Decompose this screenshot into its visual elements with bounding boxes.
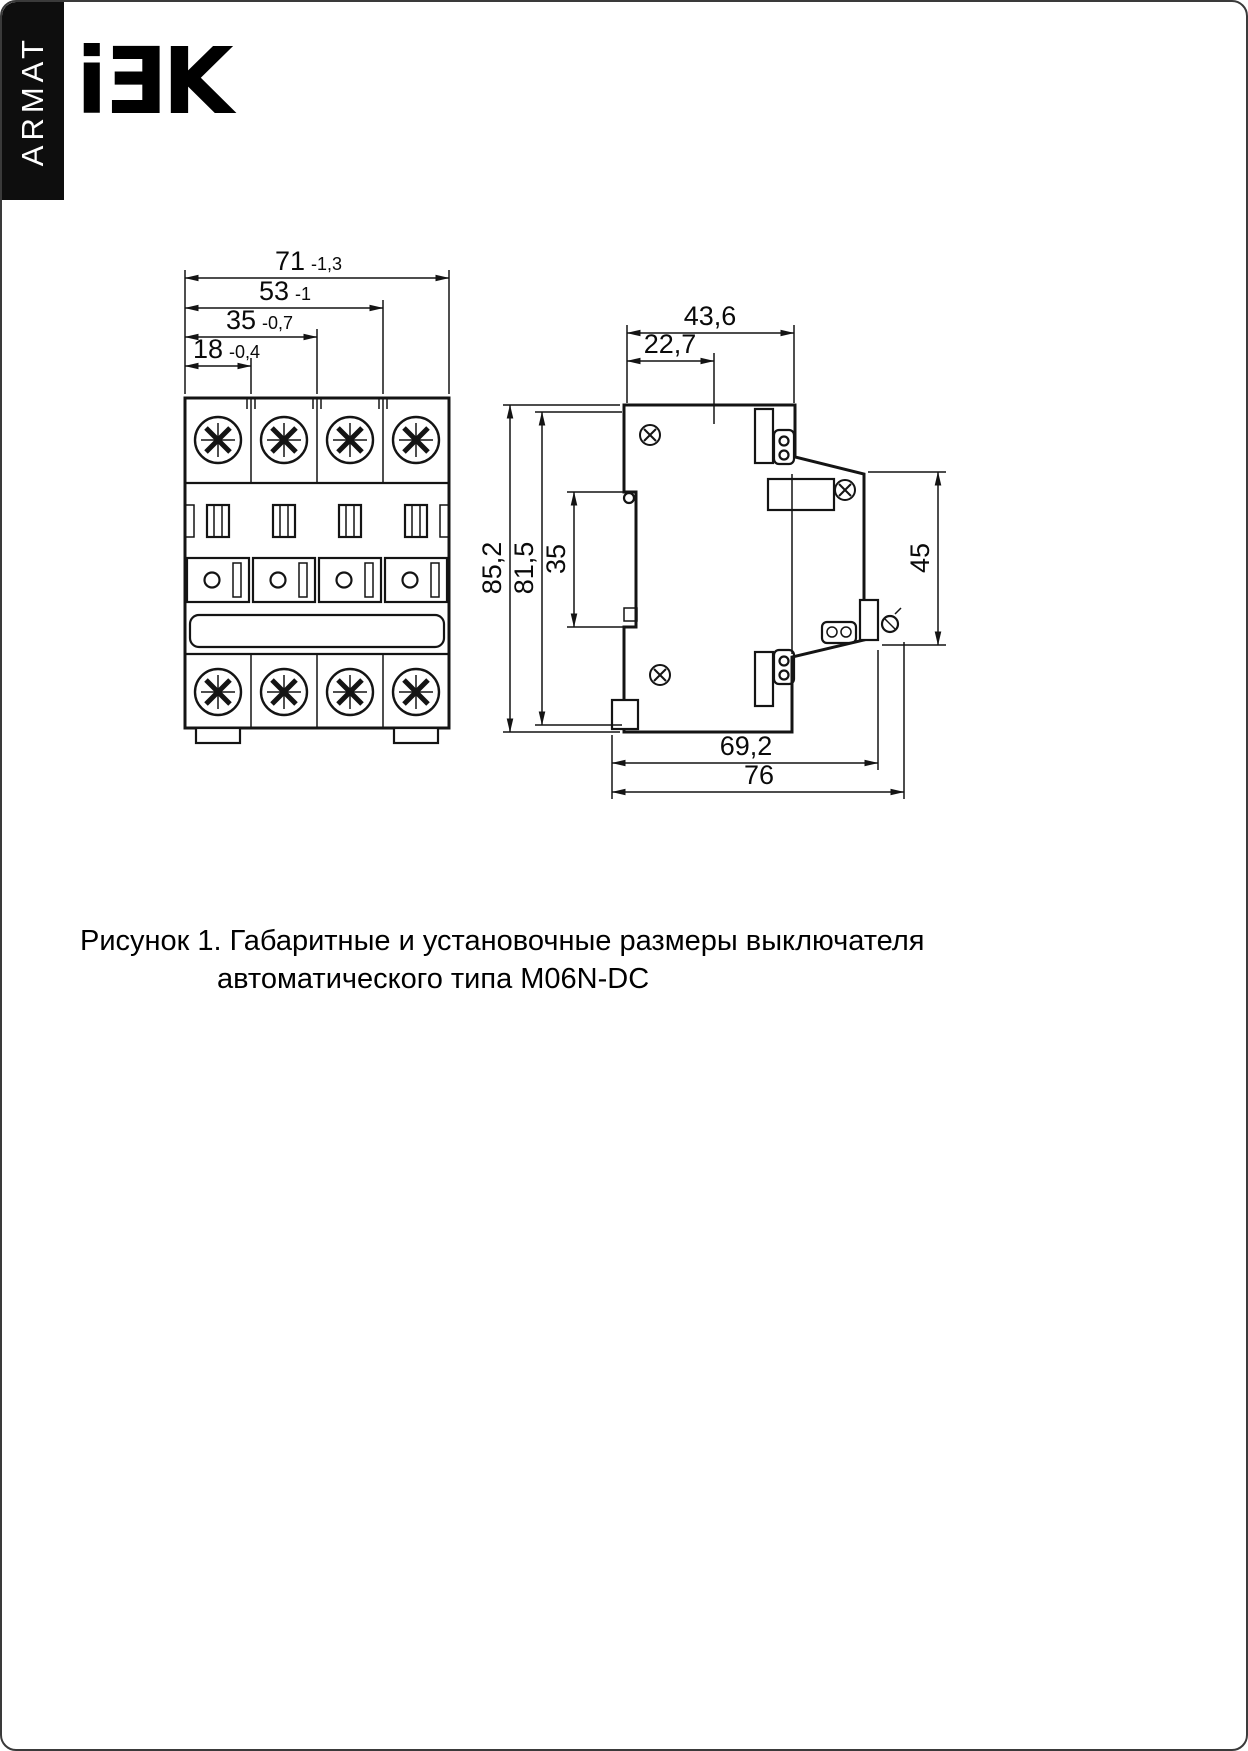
dim-width-2pole-value: 35 xyxy=(225,305,256,335)
front-view-drawing xyxy=(185,246,449,743)
dim-front-panel-value: 45 xyxy=(905,542,935,574)
dim-width-3pole-tolerance: -1 xyxy=(295,284,312,304)
front-body xyxy=(185,398,449,743)
dim-width-3pole xyxy=(185,276,383,308)
figure-drawing xyxy=(2,2,1248,1751)
dim-depth-bottom-total xyxy=(612,760,904,792)
dim-height-total-value: 85,2 xyxy=(477,541,507,595)
dim-depth-bottom-total-value: 76 xyxy=(743,760,775,790)
dim-width-total-value: 71 xyxy=(274,246,305,276)
dim-rail-height xyxy=(541,492,574,627)
front-extension-lines xyxy=(185,270,449,394)
side-view-drawing xyxy=(477,301,946,799)
dim-height-total xyxy=(477,405,510,732)
caption-line-2: автоматического типа M06N-DC xyxy=(217,963,650,995)
iek-logo: iƎK xyxy=(76,28,230,135)
dim-depth-bottom-inner-value: 69,2 xyxy=(719,731,773,761)
dim-width-total xyxy=(185,246,449,278)
dim-width-total-tolerance: -1,3 xyxy=(311,254,343,274)
dim-depth-top-inner xyxy=(627,329,714,361)
dim-width-1pole-value: 18 xyxy=(192,334,223,364)
side-body xyxy=(612,405,901,732)
caption-line-1: Рисунок 1. Габаритные и установочные размеры выключателя xyxy=(80,925,925,957)
dim-front-panel xyxy=(905,472,938,645)
dim-depth-bottom-inner xyxy=(612,731,878,763)
dim-depth-top-inner-value: 22,7 xyxy=(643,329,697,359)
dim-depth-top-outer-value: 43,6 xyxy=(683,301,737,331)
dim-width-2pole-tolerance: -0,7 xyxy=(262,313,294,333)
dim-width-1pole xyxy=(185,334,260,366)
dim-height-body xyxy=(509,412,542,725)
dim-rail-height-value: 35 xyxy=(541,543,571,575)
dim-width-2pole xyxy=(185,305,317,337)
dim-height-body-value: 81,5 xyxy=(509,541,539,595)
dim-width-3pole-value: 53 xyxy=(258,276,289,306)
figure-caption xyxy=(80,922,924,998)
dim-width-1pole-tolerance: -0,4 xyxy=(229,342,261,362)
armat-brand-text: ARMAT xyxy=(15,35,50,167)
